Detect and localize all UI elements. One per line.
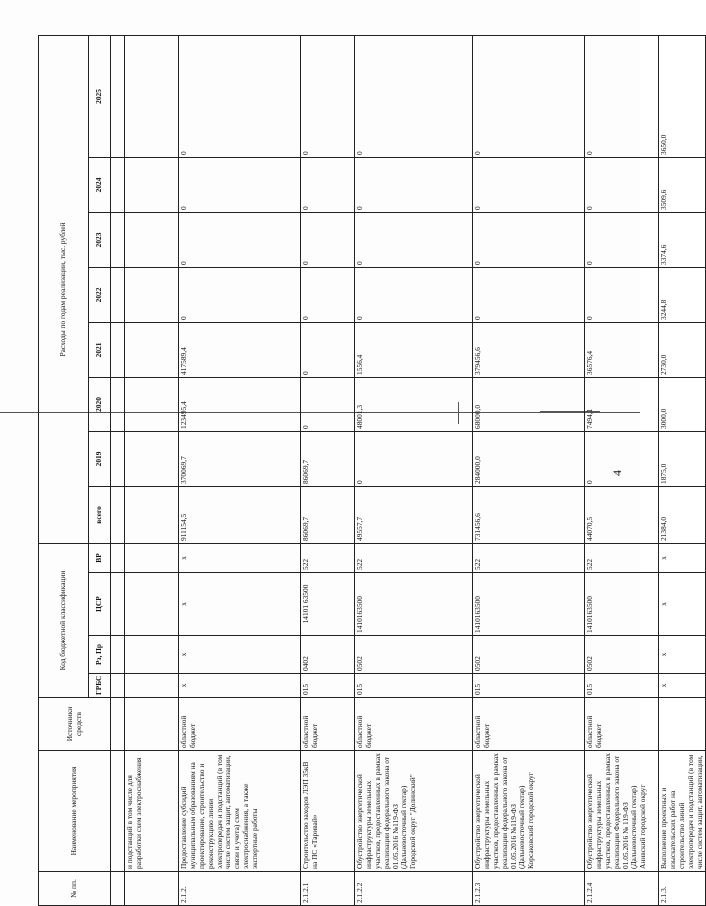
- page-number: 4: [610, 470, 624, 476]
- row-2025: 0: [301, 35, 355, 157]
- row-grbs: 015: [301, 674, 355, 698]
- row-csr: 1410163500: [355, 573, 473, 636]
- row-source: [659, 698, 706, 751]
- row-2023: 0: [179, 212, 301, 267]
- row-2024: 0: [355, 157, 473, 212]
- row-vr: 522: [355, 543, 473, 572]
- table-body: [125, 35, 706, 905]
- row-no: 2.1.2.2: [355, 872, 473, 906]
- row-vr: [125, 543, 179, 572]
- row-2024: 0: [179, 157, 301, 212]
- row-source: областной бюджет: [301, 698, 355, 751]
- row-2022: [125, 267, 179, 322]
- table-row: [473, 35, 585, 905]
- header-year-2023: 2023: [89, 212, 111, 267]
- row-2019: 86069,7: [301, 431, 355, 486]
- row-source: областной бюджет: [179, 698, 301, 751]
- row-2024: 0: [473, 157, 585, 212]
- row-2022: 0: [179, 267, 301, 322]
- row-csr: x: [659, 573, 706, 636]
- row-2020: 3000,0: [659, 377, 706, 431]
- row-csr: 14101 63500: [301, 573, 355, 636]
- row-2024: 0: [301, 157, 355, 212]
- row-2021: [125, 322, 179, 377]
- header-year-2024: 2024: [89, 157, 111, 212]
- row-2025: 3650,0: [659, 35, 706, 157]
- row-2023: 3374,6: [659, 212, 706, 267]
- table-row: [125, 35, 179, 905]
- row-2025: 0: [585, 35, 659, 157]
- row-2022: 3244,8: [659, 267, 706, 322]
- header-expenses-by-year: Расходы по годам реализации, тыс. рублей: [39, 35, 89, 543]
- row-2021: 379456,6: [473, 322, 585, 377]
- row-2023: 0: [301, 212, 355, 267]
- row-source: областной бюджет: [585, 698, 659, 751]
- row-total: 731456,6: [473, 486, 585, 543]
- row-2023: 0: [355, 212, 473, 267]
- row-rzpr: [125, 636, 179, 674]
- row-2020: 0: [301, 377, 355, 431]
- table-row: [355, 35, 473, 905]
- row-total: 49557,7: [355, 486, 473, 543]
- header-year-2022: 2022: [89, 267, 111, 322]
- expenses-table: [38, 35, 706, 906]
- row-rzpr: 0502: [473, 636, 585, 674]
- row-2024: [125, 157, 179, 212]
- row-2019: 0: [585, 431, 659, 486]
- header-no: № пп.: [39, 872, 111, 906]
- row-source: областной бюджет: [473, 698, 585, 751]
- row-2019: 0: [355, 431, 473, 486]
- row-name: Обустройство энергетической инфраструктуры земельных участков, предоставленных в рамках реализации Федерального закона от 01.05.2016 № 119-ФЗ (Дальневосточный гектар) Анивский городской округ: [585, 751, 659, 872]
- row-total: [125, 486, 179, 543]
- header-year-2020: 2020: [89, 377, 111, 431]
- row-2022: 0: [585, 267, 659, 322]
- row-rzpr: 0502: [355, 636, 473, 674]
- row-csr: 1410163500: [473, 573, 585, 636]
- row-grbs: 015: [355, 674, 473, 698]
- table-row: [659, 35, 706, 905]
- row-2019: 284000,0: [473, 431, 585, 486]
- header-year-2019: 2019: [89, 431, 111, 486]
- row-2022: 0: [473, 267, 585, 322]
- row-2025: [125, 35, 179, 157]
- row-2021: 36576,4: [585, 322, 659, 377]
- row-total: 21384,0: [659, 486, 706, 543]
- row-rzpr: 0502: [585, 636, 659, 674]
- header-year-2025: 2025: [89, 35, 111, 157]
- row-2022: 0: [301, 267, 355, 322]
- row-2023: 0: [473, 212, 585, 267]
- row-name: Предоставление субсидий муниципальным образованиям на проектирование, строительство и реконструкцию линии электропередач и подстанций (в том числе систем защит, автоматизации, связи и учета) схем электроснабжения, а также экспертные работы: [179, 751, 301, 872]
- row-grbs: [125, 674, 179, 698]
- row-2025: 0: [355, 35, 473, 157]
- header-vr: ВР: [89, 543, 111, 572]
- row-total: 44070,5: [585, 486, 659, 543]
- header-total: всего: [89, 486, 111, 543]
- row-name: и подстанций в том числе для разработки схем электроснабжения: [125, 751, 179, 872]
- row-no: [125, 872, 179, 906]
- row-2019: 370069,7: [179, 431, 301, 486]
- row-no: 2.1.2.4: [585, 872, 659, 906]
- row-2019: 1875,0: [659, 431, 706, 486]
- row-2021: 417589,4: [179, 322, 301, 377]
- row-vr: x: [179, 543, 301, 572]
- row-vr: 522: [301, 543, 355, 572]
- row-2020: 68000,0: [473, 377, 585, 431]
- header-rzpr: Рз, Пр: [89, 636, 111, 674]
- row-grbs: 015: [585, 674, 659, 698]
- row-2024: 0: [585, 157, 659, 212]
- row-csr: x: [179, 573, 301, 636]
- row-no: 2.1.2.3: [473, 872, 585, 906]
- header-csr: ЦСР: [89, 573, 111, 636]
- row-grbs: x: [659, 674, 706, 698]
- row-source: областной бюджет: [355, 698, 473, 751]
- row-2021: 2730,0: [659, 322, 706, 377]
- row-2019: [125, 431, 179, 486]
- row-2020: 123495,4: [179, 377, 301, 431]
- header-source: Источники средств: [39, 698, 111, 751]
- rotated-table-sheet: [38, 36, 704, 906]
- row-vr: 522: [585, 543, 659, 572]
- header-budget-classification: Код бюджетной классификации: [39, 543, 89, 697]
- row-2021: 0: [301, 322, 355, 377]
- row-2024: 3509,6: [659, 157, 706, 212]
- row-2025: 0: [179, 35, 301, 157]
- row-vr: x: [659, 543, 706, 572]
- header-name: Наименование мероприятия: [39, 751, 111, 872]
- table-row: [179, 35, 301, 905]
- table-row: [585, 35, 659, 905]
- row-no: 2.1.3.: [659, 872, 706, 906]
- row-rzpr: x: [179, 636, 301, 674]
- row-2021: 1556,4: [355, 322, 473, 377]
- row-total: 911154,5: [179, 486, 301, 543]
- table-row: [301, 35, 355, 905]
- row-vr: 522: [473, 543, 585, 572]
- row-no: 2.1.2.: [179, 872, 301, 906]
- row-2023: 0: [585, 212, 659, 267]
- table-header: [39, 35, 125, 905]
- row-2020: 48001,3: [355, 377, 473, 431]
- row-no: 2.1.2.1: [301, 872, 355, 906]
- header-year-2021: 2021: [89, 322, 111, 377]
- row-name: Обустройство энергетической инфраструктуры земельных участков, предоставленных в рамках реализации федерального закона от 01.05.2016 №119-ФЗ (Дальневосточный гектар) Корсаковский городской округ: [473, 751, 585, 872]
- row-csr: 1410163500: [585, 573, 659, 636]
- row-csr: [125, 573, 179, 636]
- row-rzpr: 0402: [301, 636, 355, 674]
- row-rzpr: x: [659, 636, 706, 674]
- row-2022: 0: [355, 267, 473, 322]
- row-grbs: 015: [473, 674, 585, 698]
- row-name: Обустройство энергетической инфраструктуры земельных участков, предоставленных в рамках реализации федерального закона от 01.05.2016 №119-ФЗ (Дальневосточный гектар) Городской округ "Долинский": [355, 751, 473, 872]
- row-grbs: x: [179, 674, 301, 698]
- row-2020: [125, 377, 179, 431]
- row-2025: 0: [473, 35, 585, 157]
- row-name: Строительство заходов ЛЭП 35кВ на ПС «Таривай»: [301, 751, 355, 872]
- row-source: [125, 698, 179, 751]
- header-grbs: ГРБС: [89, 674, 111, 698]
- row-2023: [125, 212, 179, 267]
- row-total: 86069,7: [301, 486, 355, 543]
- row-2020: 7494,1: [585, 377, 659, 431]
- row-name: Выполнение проектных и изыскательских работ на строительство линий электропередач и подстанций (в том числе систем защит, автоматизации,: [659, 751, 706, 872]
